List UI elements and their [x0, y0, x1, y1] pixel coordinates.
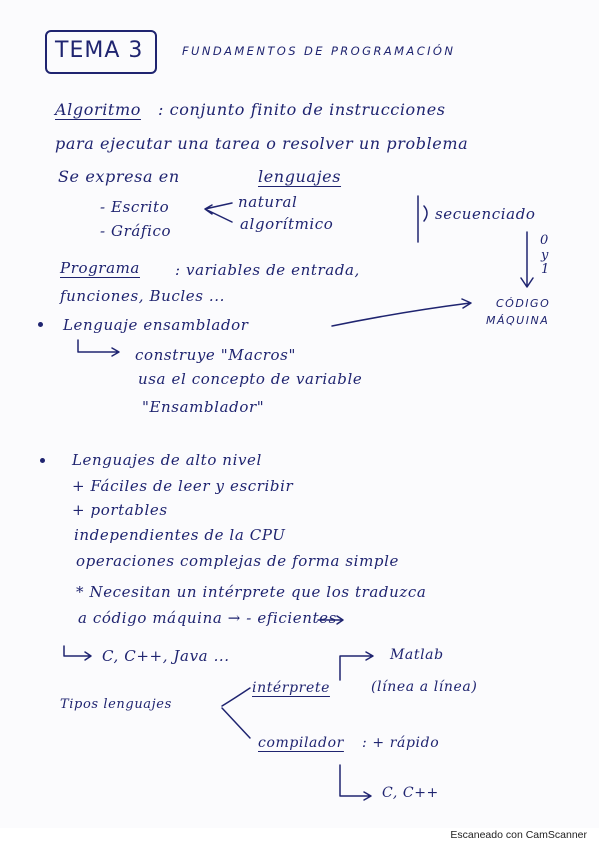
macros-hook-arrow	[78, 340, 119, 356]
matlab-label: Matlab	[390, 647, 444, 663]
alto-nivel-item-3: independientes de la CPU	[74, 526, 286, 544]
algoritmo-express: Se expresa en	[58, 167, 180, 186]
programa-definition-2: funciones, Bucles ...	[60, 287, 226, 305]
bits-zero: 0	[540, 233, 549, 248]
algoritmico-label: algorítmico	[240, 215, 334, 233]
alto-nivel-examples: C, C++, Java ...	[102, 647, 230, 665]
matlab-arrow	[340, 652, 373, 680]
secuenciado-label: secuenciado	[435, 205, 536, 223]
alto-nivel-item-5: * Necesitan un intérprete que los traduzca	[76, 583, 427, 601]
bits-arrow	[521, 232, 533, 287]
compilador-label: compilador	[258, 735, 344, 751]
programa-term: Programa	[60, 259, 140, 277]
compilador-examples: C, C++	[382, 785, 439, 801]
secuenciado-brace	[424, 206, 427, 221]
alto-nivel-item-6: a código máquina → - eficientes	[78, 609, 337, 627]
grafico-label: - Gráfico	[100, 222, 172, 240]
page-subtitle: FUNDAMENTOS DE PROGRAMACIÓN	[182, 44, 456, 58]
ensamblador-heading: Lenguaje ensamblador	[63, 316, 249, 334]
tipos-branch	[222, 688, 250, 738]
lenguajes-term: lenguajes	[258, 167, 342, 186]
eficientes-arrow	[318, 616, 343, 624]
examples-hook	[64, 646, 91, 660]
compilador-hook	[340, 765, 371, 800]
algoritmo-term: Algoritmo	[55, 100, 141, 119]
ensamblador-arrow	[332, 299, 471, 326]
ensamblador-quote: "Ensamblador"	[142, 398, 265, 416]
interprete-note: (línea a línea)	[371, 679, 478, 695]
programa-definition: : variables de entrada,	[175, 261, 360, 279]
ensamblador-macros: construye "Macros"	[135, 346, 296, 364]
natural-label: natural	[238, 193, 298, 211]
interprete-label: intérprete	[252, 680, 330, 696]
scanner-watermark: Escaneado con CamScanner	[450, 829, 587, 841]
alto-nivel-item-4: operaciones complejas de forma simple	[76, 552, 399, 570]
maquina-label: MÁQUINA	[486, 314, 550, 327]
escrito-label: - Escrito	[100, 198, 170, 216]
alto-nivel-item-1: + Fáciles de leer y escribir	[72, 477, 294, 495]
alto-nivel-item-2: + portables	[72, 501, 168, 519]
tipos-label: Tipos lenguajes	[60, 697, 172, 712]
page-title: TEMA 3	[55, 38, 144, 63]
escrito-arrow	[205, 203, 232, 222]
compilador-note: : + rápido	[362, 735, 440, 751]
codigo-label: CÓDIGO	[496, 297, 551, 310]
alto-nivel-heading: Lenguajes de alto nivel	[72, 451, 262, 469]
algoritmo-definition: : conjunto finito de instrucciones	[158, 100, 446, 119]
bits-y: y	[541, 248, 549, 263]
algoritmo-definition-2: para ejecutar una tarea o resolver un problema	[55, 134, 469, 153]
ensamblador-variable: usa el concepto de variable	[138, 370, 363, 388]
bits-one: 1	[541, 262, 550, 277]
